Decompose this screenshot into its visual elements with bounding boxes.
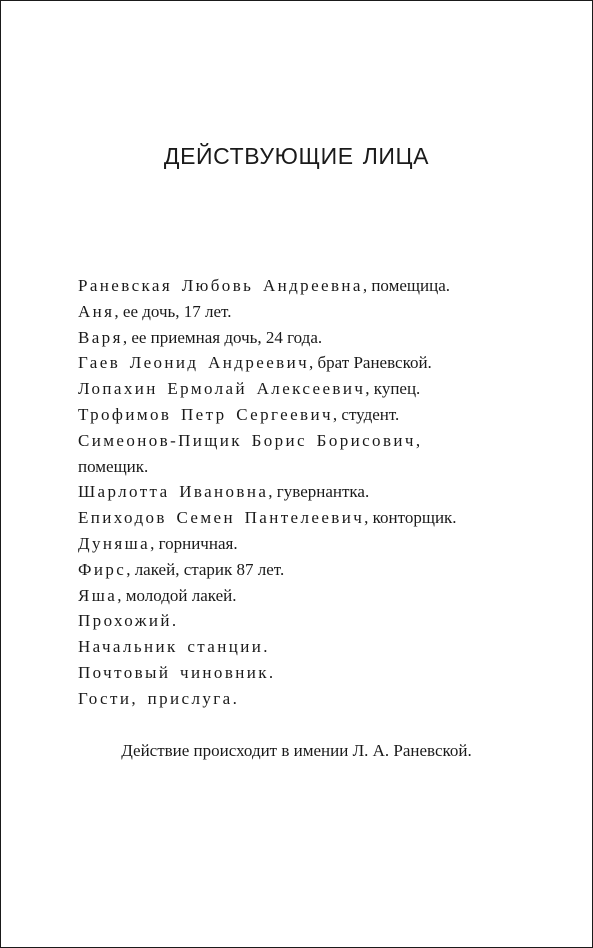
cast-desc: , студент. (332, 404, 400, 424)
cast-name: Почтовый чиновник. (78, 662, 276, 682)
cast-name: Симеонов-Пищик Борис Борисович (78, 430, 416, 450)
cast-desc: , ее приемная дочь, 24 года. (122, 327, 323, 347)
cast-item (78, 608, 528, 634)
cast-desc: , ее дочь, 17 лет. (114, 301, 232, 321)
cast-name: Прохожий. (78, 611, 179, 631)
cast-name: Гости, прислуга. (78, 688, 240, 708)
cast-desc: помещик. (78, 456, 149, 476)
cast-item (78, 350, 528, 376)
cast-name: Яша (78, 585, 118, 605)
cast-name: Фирс (78, 559, 127, 579)
cast-name: Варя (78, 327, 123, 347)
cast-item (78, 583, 528, 609)
cast-item (78, 531, 528, 557)
cast-name: Гаев Леонид Андреевич (78, 353, 310, 373)
cast-desc: , молодой лакей. (117, 585, 237, 605)
cast-desc: , (415, 430, 421, 450)
cast-name: Аня (78, 301, 115, 321)
cast-item (78, 454, 528, 480)
cast-item (78, 325, 528, 351)
setting-note: Действие происходит в имении Л. А. Раневской. (121, 741, 472, 760)
page-heading: ДЕЙСТВУЮЩИЕ ЛИЦА (163, 143, 430, 169)
cast-name: Лопахин Ермолай Алексеевич (78, 379, 366, 399)
cast-desc: , лакей, старик 87 лет. (126, 559, 285, 579)
cast-desc: , гувернантка. (268, 482, 370, 502)
cast-desc: , горничная. (150, 533, 238, 553)
cast-item (78, 402, 528, 428)
cast-name: Епиходов Семен Пантелеевич (78, 508, 365, 528)
cast-item (78, 660, 528, 686)
cast-desc: , брат Раневской. (309, 353, 432, 373)
cast-item (78, 505, 528, 531)
cast-item (78, 557, 528, 583)
cast-name: Начальник станции. (78, 637, 270, 657)
cast-item (78, 634, 528, 660)
cast-item (78, 686, 528, 712)
cast-item (78, 376, 528, 402)
cast-desc: , конторщик. (364, 508, 457, 528)
cast-desc: , помещица. (362, 276, 450, 295)
cast-desc: , купец. (365, 379, 421, 399)
cast-name: Трофимов Петр Сергеевич (78, 404, 333, 424)
cast-item (78, 479, 528, 505)
cast-name: Шарлотта Ивановна (78, 482, 269, 502)
cast-item (78, 273, 528, 299)
cast-name: Раневская Любовь Андреевна (78, 276, 363, 295)
cast-item (78, 299, 528, 325)
cast-name: Дуняша (78, 533, 151, 553)
cast-list (78, 273, 528, 712)
cast-item (78, 428, 528, 454)
